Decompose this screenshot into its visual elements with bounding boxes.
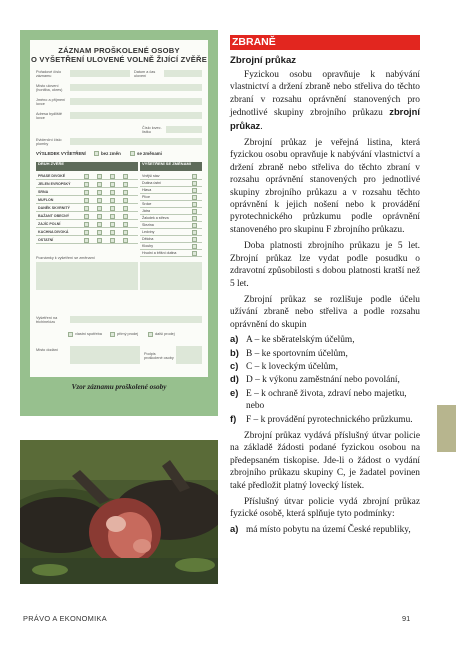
subheading: Zbrojní průkaz bbox=[230, 55, 297, 66]
form-title-line1: ZÁZNAM PROŠKOLENÉ OSOBY bbox=[58, 46, 180, 55]
result-option-1: bez změn bbox=[101, 151, 121, 156]
form-field-line bbox=[70, 112, 202, 119]
checkbox bbox=[192, 174, 197, 179]
checkbox bbox=[97, 182, 102, 187]
change-row bbox=[140, 208, 202, 215]
species-name: MUFLON bbox=[38, 198, 54, 202]
list-item-label: f) bbox=[230, 412, 237, 424]
species-row bbox=[36, 229, 138, 236]
species-name: DANĚK SKVRNITÝ bbox=[38, 206, 70, 210]
change-name: Klouby bbox=[142, 244, 153, 248]
list-item-label: a) bbox=[230, 333, 239, 345]
form-field-line bbox=[70, 138, 202, 145]
checkbox bbox=[192, 188, 197, 193]
option-label: vlastní spotřeba bbox=[75, 332, 102, 336]
footer-title: PRÁVO A EKONOMIKA bbox=[23, 614, 107, 623]
checkbox bbox=[84, 230, 89, 235]
change-name: Plíce bbox=[142, 195, 150, 199]
checkbox bbox=[97, 190, 102, 195]
checkbox bbox=[97, 174, 102, 179]
paragraph-1-highlight: zbrojní průkaz bbox=[230, 106, 420, 131]
checkbox bbox=[123, 182, 128, 187]
species-row bbox=[36, 213, 138, 220]
change-row bbox=[140, 187, 202, 194]
change-row bbox=[140, 180, 202, 187]
form-caption: Vzor záznamu proškolené osoby bbox=[71, 383, 167, 391]
list-item-text: F – k provádění pyrotechnického průzkumu. bbox=[246, 414, 413, 425]
change-row bbox=[140, 229, 202, 236]
signature-box bbox=[176, 346, 202, 364]
checkbox bbox=[110, 174, 115, 179]
species-row bbox=[36, 205, 138, 212]
paragraph-1 bbox=[230, 69, 420, 133]
paragraph-6: Příslušný útvar policie vydá zbrojní průkaz fyzické osobě, která splňuje tyto podmínky: bbox=[230, 497, 420, 520]
change-name: Hrudní a břišní dutina bbox=[142, 251, 177, 255]
checkbox bbox=[97, 230, 102, 235]
list-item-text: C – k loveckým účelům, bbox=[246, 361, 338, 372]
checkbox bbox=[123, 206, 128, 211]
checkbox bbox=[84, 198, 89, 203]
change-name: Slezina bbox=[142, 223, 154, 227]
checkbox bbox=[130, 151, 135, 156]
checkbox bbox=[68, 332, 73, 337]
paragraph-1-text: Fyzickou osobu opravňuje k nabývání vlastnictví a držení zbraně nebo střeliva do těchto zbraní v rozsahu oprávnění stanovených pro jednotlivé skupiny zbrojního průkazu bbox=[230, 70, 420, 119]
form-field-label: Jméno a příjmení lovce bbox=[36, 98, 66, 107]
checkbox bbox=[97, 214, 102, 219]
checkbox bbox=[84, 182, 89, 187]
form-field-label: Číslo lovec. lístku bbox=[142, 126, 162, 135]
form-field-line bbox=[70, 98, 202, 105]
checkbox bbox=[123, 190, 128, 195]
change-row bbox=[140, 215, 202, 222]
form-field-line bbox=[70, 84, 202, 91]
species-name: OSTATNÍ bbox=[38, 238, 54, 242]
checkbox bbox=[192, 244, 197, 249]
checkbox bbox=[110, 190, 115, 195]
checkbox bbox=[192, 216, 197, 221]
checkbox bbox=[84, 206, 89, 211]
paragraph-4: Zbrojní průkaz se rozlišuje podle účelu užívání zbraně nebo střeliva a podle rozsahu oprávnění do skupin bbox=[230, 294, 420, 330]
checkbox bbox=[192, 195, 197, 200]
change-name: Játra bbox=[142, 209, 150, 213]
result-option-2: se změnami bbox=[137, 151, 162, 156]
change-row bbox=[140, 236, 202, 243]
wild-boar-photo-art bbox=[20, 440, 218, 584]
form-field-line bbox=[70, 316, 202, 323]
form-field-label: Adresa bydliště lovce bbox=[36, 112, 62, 121]
option-label: přímý prodej bbox=[117, 332, 139, 336]
form-field-line bbox=[166, 126, 202, 133]
list-item-label: a) bbox=[230, 522, 239, 534]
note-label: Poznámky k vyšetření se změnami bbox=[36, 256, 95, 260]
checkbox bbox=[110, 198, 115, 203]
species-row bbox=[36, 189, 138, 196]
list-item bbox=[230, 373, 420, 386]
checkbox bbox=[97, 238, 102, 243]
list-item-label: c) bbox=[230, 359, 239, 371]
checkbox bbox=[110, 332, 115, 337]
note-box bbox=[140, 262, 202, 290]
list-item bbox=[230, 333, 420, 346]
change-row bbox=[140, 194, 202, 201]
change-name: Žaludek a střeva bbox=[142, 216, 169, 220]
checkbox bbox=[110, 230, 115, 235]
list-item-label: d) bbox=[230, 373, 239, 385]
species-name: SRNA bbox=[38, 190, 49, 194]
change-name: Hlava bbox=[142, 188, 152, 192]
checkbox bbox=[123, 222, 128, 227]
paragraph-2: Zbrojní průkaz je veřejná listina, která fyzickou osobu opravňuje k nabývání vlastnictví a držení zbraně nebo střeliva do těchto zbraní v rozsahu oprávnění stanovených pro jednotlivé skupiny zbrojního průkazu a v rozsahu těchto oprávnění k jejich nošení nebo k provádění pyrotechnického průzkumu podle oprávnění stanoveného pro skupinu F zbrojního průkazu. bbox=[230, 138, 420, 235]
checkbox bbox=[84, 214, 89, 219]
text-column bbox=[230, 35, 420, 536]
option-label: další prodej bbox=[155, 332, 175, 336]
checkbox bbox=[192, 230, 197, 235]
checkbox bbox=[123, 230, 128, 235]
checkbox bbox=[123, 238, 128, 243]
species-row bbox=[36, 181, 138, 188]
form-sample-panel bbox=[20, 30, 218, 416]
table-head-changes: VYŠETŘENÍ SE ZMĚNAMI bbox=[140, 162, 202, 171]
result-label: VÝSLEDEK VYŠETŘENÍ bbox=[36, 151, 86, 156]
form-sheet bbox=[30, 40, 208, 377]
species-name: BAŽANT OBECNÝ bbox=[38, 214, 70, 218]
checkbox bbox=[110, 222, 115, 227]
wild-boar-photo bbox=[20, 440, 218, 584]
list-item-text: má místo pobytu na území České republiky, bbox=[246, 524, 411, 535]
checkbox bbox=[97, 206, 102, 211]
list-item-label: e) bbox=[230, 386, 239, 398]
checkbox bbox=[110, 206, 115, 211]
change-row bbox=[140, 222, 202, 229]
checkbox bbox=[192, 223, 197, 228]
checkbox bbox=[123, 174, 128, 179]
species-name: JELEN EVROPSKÝ bbox=[38, 182, 71, 186]
list-item-text: A – ke sběratelským účelům, bbox=[246, 335, 355, 346]
paragraph-1-end: . bbox=[260, 121, 263, 132]
list-item bbox=[230, 360, 420, 373]
change-row bbox=[140, 201, 202, 208]
checkbox bbox=[84, 174, 89, 179]
group-list bbox=[230, 333, 420, 426]
list-item bbox=[230, 413, 420, 426]
list-item-label: b) bbox=[230, 346, 239, 358]
list-item-text: D – k výkonu zaměstnání nebo povolání, bbox=[246, 375, 400, 386]
form-title bbox=[30, 40, 208, 64]
table-head-species: DRUH ZVĚŘE bbox=[36, 162, 138, 171]
change-name: Děloha bbox=[142, 237, 154, 241]
form-field-line bbox=[70, 70, 130, 77]
page-number: 91 bbox=[402, 614, 411, 623]
species-name: PRASE DIVOKÉ bbox=[38, 174, 66, 178]
paragraph-5: Zbrojní průkaz vydává příslušný útvar policie na základě žádosti podané fyzickou osobou na předepsaném tiskopise. Jde-li o žádost o vydání zbrojního průkazu skupiny C, je žadatel povinen také předložit platný lovecký lístek. bbox=[230, 430, 420, 491]
side-tab bbox=[437, 405, 456, 452]
change-name: Ledviny bbox=[142, 230, 155, 234]
checkbox bbox=[110, 238, 115, 243]
checkbox bbox=[97, 198, 102, 203]
place-label: Místo dodání bbox=[36, 348, 58, 352]
checkbox bbox=[192, 209, 197, 214]
change-row bbox=[140, 250, 202, 257]
species-row bbox=[36, 237, 138, 244]
checkbox bbox=[123, 214, 128, 219]
checkbox bbox=[84, 190, 89, 195]
form-title-line2: O VYŠETŘENÍ ULOVENÉ VOLNĚ ŽIJÍCÍ ZVĚŘE bbox=[31, 55, 207, 64]
change-name: Srdce bbox=[142, 202, 152, 206]
checkbox bbox=[192, 181, 197, 186]
species-row bbox=[36, 173, 138, 180]
form-field-label: Evidenční číslo plomby bbox=[36, 138, 62, 147]
species-row bbox=[36, 221, 138, 228]
signature-label: Podpis proškolené osoby bbox=[144, 352, 174, 361]
list-item-text: B – ke sportovním účelům, bbox=[246, 348, 348, 359]
checkbox bbox=[97, 222, 102, 227]
species-row bbox=[36, 197, 138, 204]
checkbox bbox=[84, 222, 89, 227]
change-row bbox=[140, 173, 202, 180]
change-name: Vnější stav bbox=[142, 174, 160, 178]
checkbox bbox=[110, 214, 115, 219]
checkbox bbox=[192, 251, 197, 256]
list-item bbox=[230, 347, 420, 360]
form-field-label: Místo ulovení (honitba, okres) bbox=[36, 84, 63, 93]
form-field-label: Pořadové číslo záznamu bbox=[36, 70, 62, 79]
species-name: ZAJÍC POLNÍ bbox=[38, 222, 61, 226]
change-row bbox=[140, 243, 202, 250]
checkbox bbox=[192, 202, 197, 207]
checkbox bbox=[110, 182, 115, 187]
trichinella-label: Vyšetření na trichinelózu bbox=[36, 316, 58, 325]
change-name: Dutina ústní bbox=[142, 181, 162, 185]
paragraph-3: Doba platnosti zbrojního průkazu je 5 let. Zbrojní průkaz lze vydat podle posudku o zdravotní způsobilosti s dobou platnosti kratší než 5 let. bbox=[230, 241, 420, 289]
list-item-text: E – k ochraně života, zdraví nebo majetku, nebo bbox=[246, 388, 407, 412]
checkbox bbox=[123, 198, 128, 203]
list-item bbox=[230, 387, 420, 413]
checkbox bbox=[94, 151, 99, 156]
list-item bbox=[230, 523, 420, 536]
checkbox bbox=[148, 332, 153, 337]
place-box bbox=[70, 346, 140, 364]
section-title: ZBRANĚ bbox=[230, 35, 420, 50]
checkbox bbox=[84, 238, 89, 243]
form-field-line bbox=[164, 70, 202, 77]
species-name: KACHNA DIVOKÁ bbox=[38, 230, 69, 234]
form-field-label: Datum a čas ulovení bbox=[134, 70, 156, 79]
note-box bbox=[36, 262, 138, 290]
checkbox bbox=[192, 237, 197, 242]
